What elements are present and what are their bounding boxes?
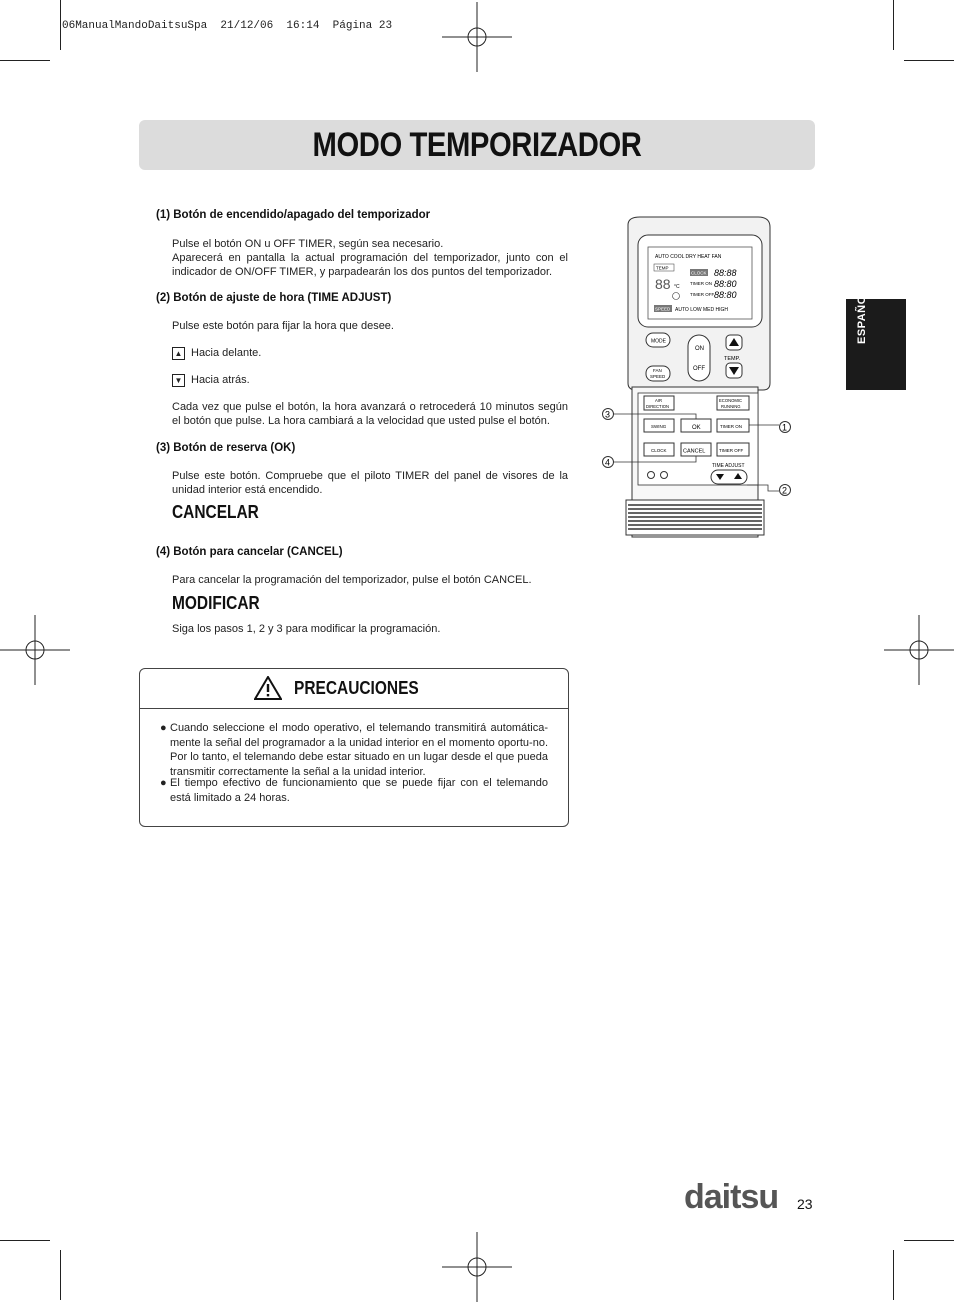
display-timer-off: TIMER OFF [690,292,715,297]
registration-mark-icon [0,615,70,685]
bullet-text: Cuando seleccione el modo operativo, el telemando transmitirá automática-mente la señal del programador a la unidad interior en el momento oportu-no. Por lo tanto, el telemando debe estar situado en un lugar desde el que pueda transmitir correctamente la señal a la unidad interior. [170,722,548,778]
page-number: 23 [797,1196,813,1212]
speed-label: SPEED [650,374,666,379]
display-temp: TEMP [656,265,669,271]
economic-label: ECONOMIC [719,398,743,403]
print-header: 06ManualMandoDaitsuSpa 21/12/06 16:14 Página 23 [62,20,393,32]
display-modes: AUTO COOL DRY HEAT FAN [655,254,722,260]
bullet-icon: ● [160,777,167,789]
display-time-on: 88:80 [714,279,737,289]
temp-label: TEMP. [724,356,741,362]
forward-label: Hacia delante. [191,347,262,359]
registration-mark-icon [442,2,512,72]
display-time-off: 88:80 [714,290,737,300]
time-adjust-button[interactable] [711,470,747,484]
fan-label: FAN [653,368,662,373]
crop-mark [904,1240,954,1241]
timer-on-label: TIMER ON [720,424,742,429]
back-label: Hacia atrás. [191,374,250,386]
modificar-heading: MODIFICAR [172,593,260,613]
language-tab-label: ESPAÑOL [856,288,868,344]
cancelar-heading: CANCELAR [172,502,259,522]
display-degree: 88 [655,276,671,292]
registration-mark-icon [884,615,954,685]
on-off-button[interactable] [688,335,710,381]
direction-label: DIRECTION [646,404,670,409]
section-heading: (2) Botón de ajuste de hora (TIME ADJUST) [156,292,392,304]
air-label: AIR [655,398,662,403]
crop-mark [893,0,894,50]
warning-icon [254,676,282,700]
display-speed: SPEED [655,306,671,312]
crop-mark [0,1240,50,1241]
on-label: ON [695,346,704,352]
cancel-label: CANCEL [683,448,706,455]
callout-1-number: 1 [782,422,788,433]
callout-4-number: 4 [605,457,611,468]
section-heading: (3) Botón de reserva (OK) [156,442,296,454]
mode-button-label: MODE [651,338,666,345]
timer-off-label: TIMER OFF [719,448,744,453]
off-label: OFF [693,366,705,372]
section-body: Siga los pasos 1, 2 y 3 para modificar la programación. [172,623,441,635]
crop-mark [904,60,954,61]
section-body: Cada vez que pulse el botón, la hora avanzará o retrocederá 10 minutos según el botón que pulse. La hora cambiará a la velocidad que usted pulse el botón. [172,401,568,427]
remote-control-illustration [600,215,800,540]
crop-mark [60,1250,61,1300]
crop-mark [60,0,61,50]
time-adjust-label: TIME ADJUST [712,463,745,469]
crop-mark [893,1250,894,1300]
section-heading: (1) Botón de encendido/apagado del temporizador [156,209,431,221]
precauciones-heading: PRECAUCIONES [294,678,419,698]
grille-lines [628,505,762,529]
display-degree-unit: °C [674,284,680,290]
swing-label: SWING [651,424,667,429]
ok-label: OK [692,425,701,431]
page-title: MODO TEMPORIZADOR [312,126,642,164]
daitsu-logo [684,1180,784,1216]
display-time: 88:88 [714,268,737,278]
list-item [160,776,548,805]
section-heading: (4) Botón para cancelar (CANCEL) [156,546,343,558]
display-timer-on: TIMER ON [690,281,712,286]
list-item [160,721,548,779]
bullet-icon: ● [160,722,167,734]
section-body: Para cancelar la programación del temporizador, pulse el botón CANCEL. [172,574,532,586]
back-row [172,373,568,387]
forward-row [172,346,568,360]
crop-mark [0,60,50,61]
callout-3-number: 3 [605,409,611,420]
display-clock: CLOCK [691,270,707,276]
registration-mark-icon [442,1232,512,1302]
bullet-text: El tiempo efectivo de funcionamiento que se puede fijar con el telemando está limitado a 24 horas. [170,777,548,804]
display-fan-speeds: AUTO LOW MED HIGH [675,307,728,313]
running-label: RUNNING [721,404,741,409]
callout-2-number: 2 [782,485,788,496]
language-tab [846,288,906,390]
section-body: Pulse este botón para fijar la hora que desee. [172,320,394,332]
section-body: Pulse este botón. Compruebe que el piloto TIMER del panel de visores de la unidad interior está encendido. [172,470,568,496]
logo-text: daitsu [684,1180,779,1216]
arrow-up-icon: ▲ [172,347,185,360]
section-body: Pulse el botón ON u OFF TIMER, según sea necesario. Aparecerá en pantalla la actual programación del temporizador, junto con el indicador de ON/OFF TIMER, y parpadearán los dos puntos del temporizador. [172,238,568,278]
arrow-down-icon: ▼ [172,374,185,387]
clock-label: CLOCK [651,448,667,453]
divider [139,708,569,709]
